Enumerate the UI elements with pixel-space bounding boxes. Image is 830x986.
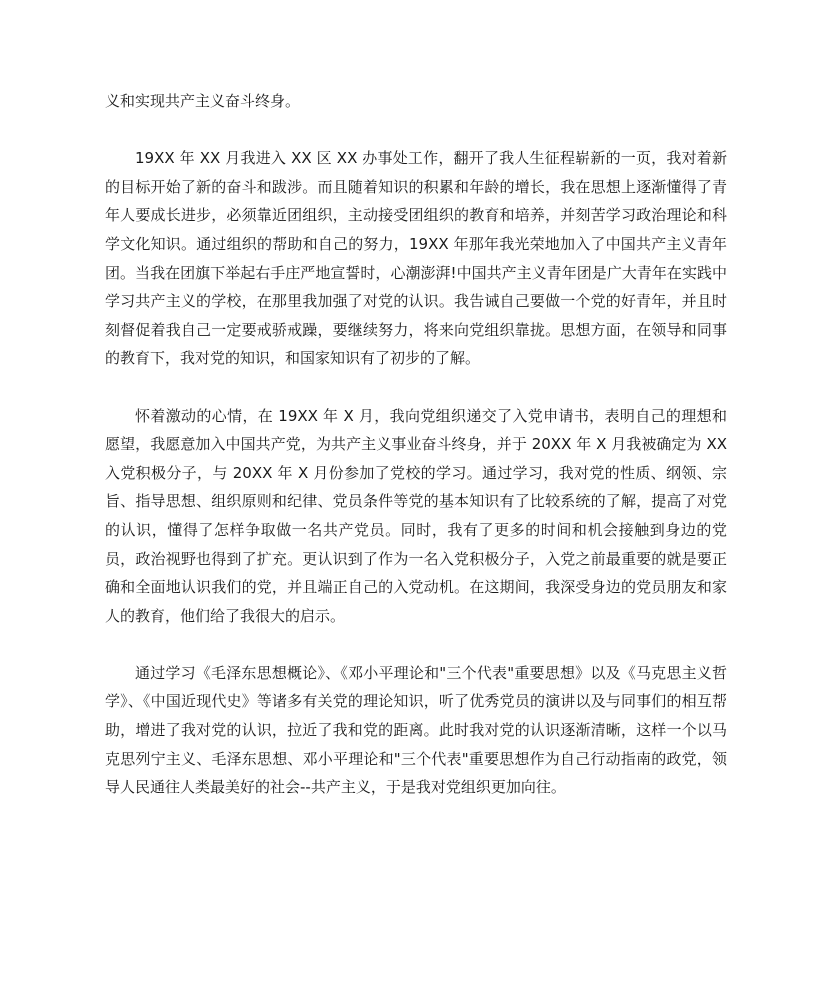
document-body <box>105 87 727 830</box>
paragraph-work-and-youth-league: 19XX 年 XX 月我进入 XX 区 XX 办事处工作，翻开了我人生征程崭新的一页，我对着新的目标开始了新的奋斗和跋涉。而且随着知识的积累和年龄的增长，我在思想上逐渐懂得了青年人要成长进步，必须靠近团组织，主动接受团组织的教育和培养，并刻苦学习政治理论和科学文化知识。通过组织的帮助和自己的努力，19XX 年那年我光荣地加入了中国共产主义青年团。当我在团旗下举起右手庄严地宣誓时，心潮澎湃!中国共产主义青年团是广大青年在实践中学习共产主义的学校，在那里我加强了对党的认识。我告诫自己要做一个党的好青年，并且时刻督促着我自己一定要戒骄戒躁，要继续努力，将来向党组织靠拢。思想方面，在领导和同事的教育下，我对党的知识，和国家知识有了初步的了解。 <box>105 149 727 368</box>
paragraph-continuation: 义和实现共产主义奋斗终身。 <box>105 92 301 110</box>
paragraph-theory-study: 通过学习《毛泽东思想概论》、《邓小平理论和"三个代表"重要思想》以及《马克思主义哲学》、《中国近现代史》等诸多有关党的理论知识，听了优秀党员的演讲以及与同事们的相互帮助，增进了我对党的认识，拉近了我和党的距离。此时我对党的认识逐渐清晰，这样一个以马克思列宁主义、毛泽东思想、邓小平理论和"三个代表"重要思想作为自己行动指南的政党，领导人民通往人类最美好的社会--共产主义，于是我对党组织更加向往。 <box>105 663 727 797</box>
paragraph-party-application: 怀着激动的心情，在 19XX 年 X 月，我向党组织递交了入党申请书，表明自己的理想和愿望，我愿意加入中国共产党，为共产主义事业奋斗终身，并于 20XX 年 X 月我被确定为 XX 入党积极分子，与 20XX 年 X 月份参加了党校的学习。通过学习，我对党的性质、纲领、宗旨、指导思想、组织原则和纪律、党员条件等党的基本知识有了比较系统的了解，提高了对党的认识，懂得了怎样争取做一名共产党员。同时，我有了更多的时间和机会接触到身边的党员，政治视野也得到了扩充。更认识到了作为一名入党积极分子，入党之前最重要的就是要正确和全面地认识我们的党，并且端正自己的入党动机。在这期间，我深受身边的党员朋友和家人的教育，他们给了我很大的启示。 <box>105 406 727 625</box>
